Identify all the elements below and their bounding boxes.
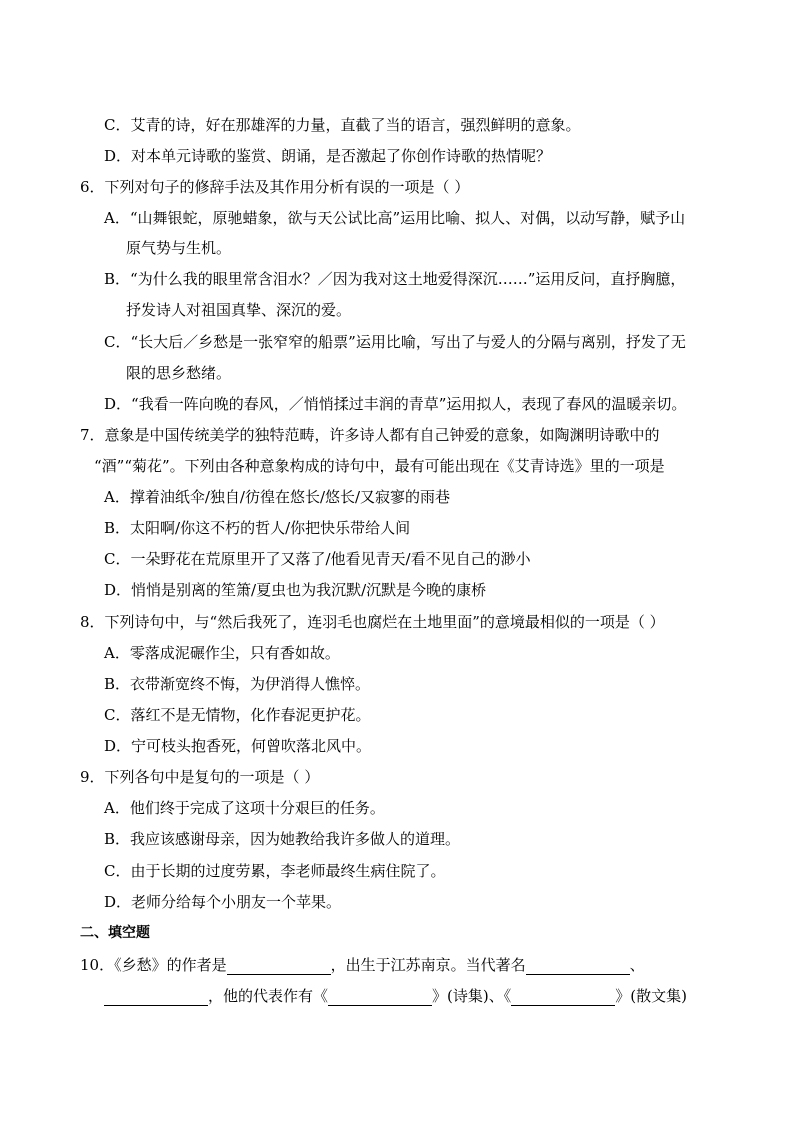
q7-option-b: B．太阳啊/你这不朽的哲人/你把快乐带给人间 [104,519,411,537]
q10-text-poetry: 》(诗集)、《 [432,987,512,1005]
q10-blank-prose[interactable] [511,989,615,1006]
q9-option-d: D．老师分给每个小朋友一个苹果。 [104,893,342,911]
section-title-fill-in: 二、填空题 [80,925,150,941]
q10-blank-title[interactable] [526,958,630,975]
q10-text-prose: 》(散文集) [615,987,687,1005]
q6-option-a: A．“山舞银蛇，原驰蜡象，欲与天公试比高”运用比喻、拟人、对偶，以动写静，赋予山 [104,209,686,227]
q6-option-c-cont: 限的思乡愁绪。 [126,364,232,382]
q10-blank-poetry[interactable] [328,989,432,1006]
q8-option-b: B．衣带渐宽终不悔，为伊消得人憔悴。 [104,675,371,693]
q10-line1 [80,955,645,975]
q10-text-author: 10．《乡愁》的作者是 [80,956,227,974]
q5-option-d: D．对本单元诗歌的鉴赏、朗诵，是否激起了你创作诗歌的热情呢？ [104,147,552,165]
q6-option-a-cont: 原气势与生机。 [126,239,232,257]
q6-option-b: B．“为什么我的眼里常含泪水？／因为我对这土地爱得深沉……”运用反问，直抒胸臆， [104,270,686,288]
q10-blank-title2[interactable] [104,989,208,1006]
q5-option-c: C．艾青的诗，好在那雄浑的力量，直截了当的语言，强烈鲜明的意象。 [104,116,581,134]
q9-option-c: C．由于长期的过度劳累，李老师最终生病住院了。 [104,862,446,880]
q9-option-a: A．他们终于完成了这项十分艰巨的任务。 [104,799,385,817]
q7-stem: 7．意象是中国传统美学的独特范畴，许多诗人都有自己钟爱的意象，如陶渊明诗歌中的 [80,426,660,444]
q6-stem: 6．下列对句子的修辞手法及其作用分析有误的一项是（ ） [80,178,470,196]
q8-option-c: C．落红不是无情物，化作春泥更护花。 [104,706,371,724]
q8-option-d: D．宁可枝头抱香死，何曾吹落北风中。 [104,737,372,755]
q10-text-comma: 、 [629,956,645,974]
q10-text-born: ，出生于江苏南京。当代著名 [330,956,526,974]
q7-option-c: C．一朵野花在荒原里开了又落了/他看见青天/看不见自己的渺小 [104,550,531,568]
q10-text-works: ，他的代表作有《 [208,987,329,1005]
q6-option-d: D．“我看一阵向晚的春风，／悄悄揉过丰润的青草”运用拟人，表现了春风的温暖亲切。 [104,395,687,413]
q8-stem: 8．下列诗句中，与“然后我死了，连羽毛也腐烂在土地里面”的意境最相似的一项是（ ） [80,613,665,631]
q9-stem: 9．下列各句中是复句的一项是（ ） [80,768,320,786]
q9-option-b: B．我应该感谢母亲，因为她教给我许多做人的道理。 [104,830,461,848]
q6-option-c: C．“长大后／乡愁是一张窄窄的船票”运用比喻，写出了与爱人的分隔与离别，抒发了无 [104,333,686,351]
q10-blank-author[interactable] [227,958,331,975]
q6-option-b-cont: 抒发诗人对祖国真挚、深沉的爱。 [126,301,352,319]
q10-line2 [104,986,687,1006]
q7-option-a: A．撑着油纸伞/独自/彷徨在悠长/悠长/又寂寥的雨巷 [104,488,451,506]
q8-option-a: A．零落成泥碾作尘，只有香如故。 [104,644,340,662]
q7-option-d: D．悄悄是别离的笙箫/夏虫也为我沉默/沉默是今晚的康桥 [104,581,487,599]
q7-stem-cont: “酒”“菊花”。下列由各种意象构成的诗句中，最有可能出现在《艾青诗选》里的一项是 [94,457,665,475]
